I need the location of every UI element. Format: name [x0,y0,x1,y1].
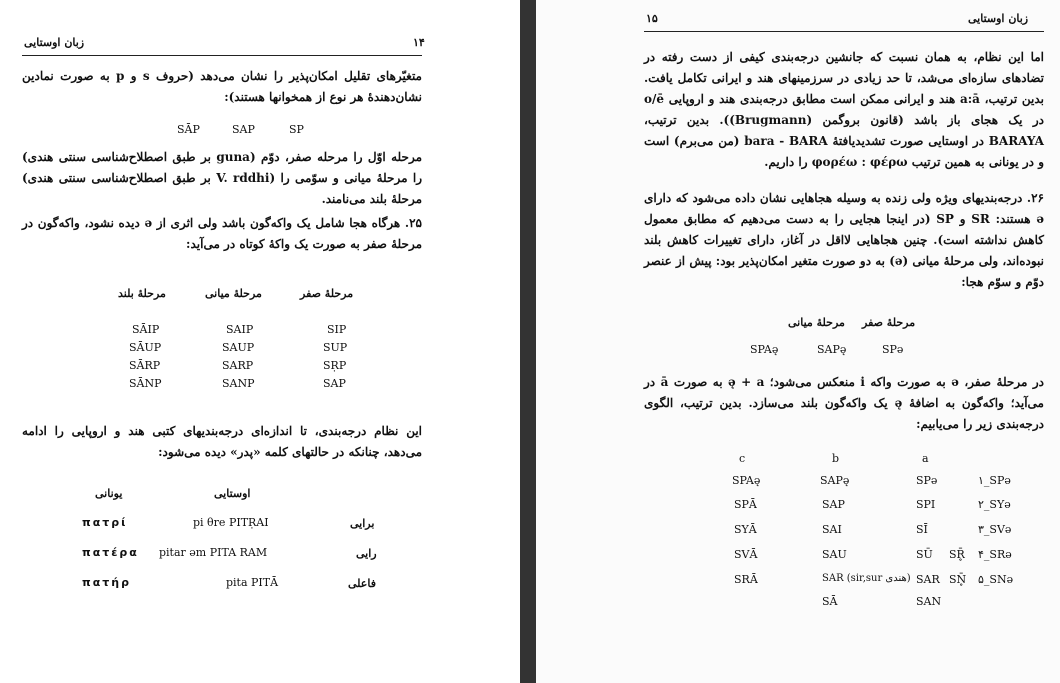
grade-zero: SP [289,123,304,136]
column-header: یونانی [95,487,123,500]
column-header: a [922,452,929,465]
table-cell: SYĀ [734,523,757,536]
header-rule [644,31,1044,32]
table-cell: SPAə̨ [732,474,761,487]
table-cell: SĪ [916,523,928,536]
grade-middle: SAP [232,123,255,136]
table-cell: SĀNP [129,377,162,390]
table-cell: SANP [222,377,255,390]
table-cell: SPI [916,498,936,511]
table-cell: SĀ [822,595,838,608]
table-cell: SPə [916,474,938,487]
table-cell: SAI [822,523,842,536]
grade-value: SAPə̨ [817,343,847,356]
grade-long: SĀP [177,123,200,136]
table-cell: SRĀ [734,573,758,586]
running-title: زبان اوستایی [24,36,85,49]
table-cell: SVĀ [734,548,758,561]
table-cell: SAP [323,377,346,390]
table-cell: SĀUP [129,341,162,354]
table-cell: SAR (sir,sur هندی) [822,573,911,584]
table-cell: SAR [916,573,940,586]
table-cell: SN̥̄ [949,573,967,586]
row-label: ۲_SYə [978,498,1011,511]
table-cell: SIP [327,323,347,336]
paragraph: این نظام درجه‌بندی، تا اندازه‌ای درجه‌بندیهای کتبی هند و اروپایی را ادامه می‌دهد، چنانکه در حالتهای کلمه «پدر» دیده می‌شود: [22,424,422,459]
case-label: برایی [350,517,375,530]
column-header: مرحلهٔ میانی [205,287,262,300]
table-cell: SAU [822,548,847,561]
column-header: اوستایی [214,487,251,500]
table-cell: SPĀ [734,498,757,511]
column-header: مرحلهٔ صفر [300,287,354,300]
row-label: ۴_SRə [978,548,1012,561]
left-book-page [0,0,520,683]
greek-form: πατήρ [82,576,131,589]
book-gutter [520,0,536,683]
table-cell: SĀRP [129,359,161,372]
table-cell: SAUP [222,341,255,354]
column-header: مرحلهٔ میانی [788,316,845,329]
table-cell: SĀIP [132,323,160,336]
paragraph: متغیّرهای تقلیل امکان‌پذیر را نشان می‌دهد (حروف s و p به صورت نمادین نشان‌دهندهٔ هر نوع از همخوانها هستند): [22,69,422,104]
paragraph: ۲۶. درجه‌بندیهای ویژه ولی زنده به وسیله هجاهایی نشان داده می‌شود که دارای ə هستند: SR و SP (در اینجا هجایی را به دست می‌دهیم که مطابق معمول کاهش نداشته است). چنین هجاهایی لااقل در آغاز، دارای تغییرات کاهش بلند نبوده‌اند، ولی مرحلهٔ میانی (ə) به دو صورت متغیر امکان‌پذیر بود: پیش از عنصر دوّم و سوّم هجا: [644,191,1045,289]
page-number: ۱۵ [646,12,658,25]
table-cell: SŪ [916,548,933,561]
row-label: ۱_SPə [978,474,1011,487]
table-cell: SUP [323,341,348,354]
paragraph: اما این نظام، به همان نسبت که جانشین درجه‌بندی کیفی از دست رفته در تضادهای سازه‌ای می‌شد، تا حد زیادی در سرزمینهای هند و ایرانی تکامل یافت. بدین ترتیب، a:ā هند و ایرانی ممکن است مطابق درجه‌بندی هند و اروپایی o/ē در یک هجای باز باشد (قانون بروگمن (Brugmann)). بدین ترتیب، BARAYA در اوستایی صورت تشدیدیافتهٔ bara - BARA (من می‌برم) است و در یونانی به همین ترتیب φορέω : φέρω را داریم. [644,50,1044,169]
table-cell: SAN [916,595,942,608]
row-label: ۵_SNə [978,573,1014,586]
page-number: ۱۴ [413,36,425,49]
paragraph: مرحله اوّل را مرحله صفر، دوّم (guna بر طبق اصطلاح‌شناسی سنتی هندی) را مرحلهٔ میانی و سوّمی را (V. rddhi بر طبق اصطلاح‌شناسی سنتی هندی) مرحلهٔ بلند می‌نامند. [22,150,422,206]
table-cell: SAP [822,498,845,511]
grade-value: SPAə̨ [750,343,779,356]
table-cell: SAPə̨ [820,474,850,487]
header-rule [22,55,422,56]
paragraph: در مرحلهٔ صفر، ə به صورت واکه i منعکس می‌شود؛ ə̨ + a به صورت ā در می‌آید؛ واکه‌گون به اضافهٔ ə̨ یک واکه‌گون بلند می‌سازد. بدین ترتیب، الگوی درجه‌بندی زیر را می‌یابیم: [644,375,1044,431]
grade-value: SPə [882,343,904,356]
case-label: رایی [356,547,377,560]
avestan-form: pita PITĀ [226,576,279,589]
greek-form: πατέρα [82,546,139,559]
avestan-form: pi θre PITṚAI [193,516,269,529]
column-header: مرحلهٔ بلند [118,287,166,300]
column-header: مرحلهٔ صفر [862,316,916,329]
table-cell: SARP [222,359,254,372]
case-label: فاعلی [348,577,376,590]
column-header: b [832,452,840,465]
running-title: زبان اوستایی [968,12,1029,25]
row-label: ۳_SVə [978,523,1012,536]
table-cell: SṚP [323,359,347,372]
greek-form: πατρί [82,516,128,529]
avestan-form: pitar əm PITA RAM [159,546,268,559]
right-book-page [536,0,1060,683]
table-cell: SAIP [226,323,254,336]
table-cell: SR̥̄ [949,548,965,561]
column-header: c [739,452,746,465]
paragraph: ۲۵. هرگاه هجا شامل یک واکه‌گون باشد ولی اثری از ə دیده نشود، واکه‌گون در مرحلهٔ صفر به صورت یک واکهٔ کوتاه در می‌آید: [22,216,422,251]
